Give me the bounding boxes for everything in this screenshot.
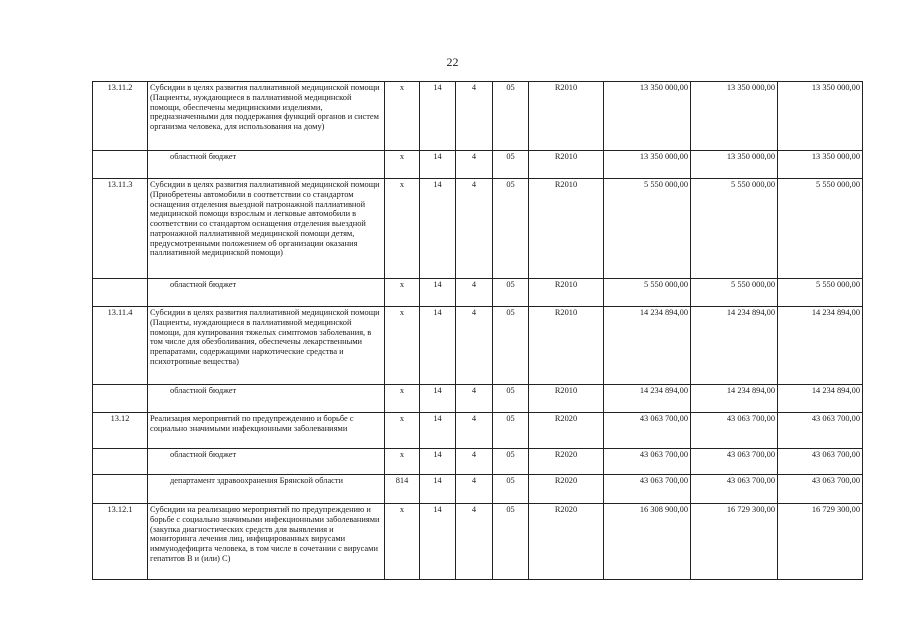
amount-3: 43 063 700,00 xyxy=(778,449,863,475)
row-name: департамент здравоохранения Брянской области xyxy=(148,475,385,504)
vr-cell: 05 xyxy=(493,151,529,179)
vr-cell: 05 xyxy=(493,82,529,151)
amount-2: 14 234 894,00 xyxy=(691,385,778,413)
row-name: областной бюджет xyxy=(148,279,385,307)
rz-cell: 14 xyxy=(420,151,456,179)
row-code: 13.12 xyxy=(93,413,148,449)
amount-3: 14 234 894,00 xyxy=(778,307,863,385)
csr-cell: R2020 xyxy=(529,413,604,449)
amount-2: 13 350 000,00 xyxy=(691,151,778,179)
rz-cell: 14 xyxy=(420,413,456,449)
pr-cell: 4 xyxy=(456,385,493,413)
grbs-cell: х xyxy=(385,413,420,449)
amount-1: 14 234 894,00 xyxy=(604,307,691,385)
rz-cell: 14 xyxy=(420,475,456,504)
amount-1: 14 234 894,00 xyxy=(604,385,691,413)
pr-cell: 4 xyxy=(456,307,493,385)
table-row xyxy=(93,151,863,179)
table-row xyxy=(93,82,863,151)
page-number: 22 xyxy=(446,55,459,69)
amount-3: 5 550 000,00 xyxy=(778,179,863,279)
pr-cell: 4 xyxy=(456,449,493,475)
grbs-cell: х xyxy=(385,449,420,475)
csr-cell: R2020 xyxy=(529,449,604,475)
row-code: 13.11.4 xyxy=(93,307,148,385)
amount-2: 5 550 000,00 xyxy=(691,179,778,279)
table-row xyxy=(93,449,863,475)
pr-cell: 4 xyxy=(456,504,493,580)
row-name: областной бюджет xyxy=(148,449,385,475)
pr-cell: 4 xyxy=(456,475,493,504)
rz-cell: 14 xyxy=(420,385,456,413)
row-code: 13.11.3 xyxy=(93,179,148,279)
row-name: областной бюджет xyxy=(148,385,385,413)
vr-cell: 05 xyxy=(493,307,529,385)
vr-cell: 05 xyxy=(493,385,529,413)
pr-cell: 4 xyxy=(456,179,493,279)
amount-2: 43 063 700,00 xyxy=(691,413,778,449)
row-name: Реализация мероприятий по предупреждению и борьбе с социально значимыми инфекционными заболеваниями xyxy=(148,413,385,449)
grbs-cell: х xyxy=(385,279,420,307)
row-code: 13.11.2 xyxy=(93,82,148,151)
pr-cell: 4 xyxy=(456,151,493,179)
amount-3: 5 550 000,00 xyxy=(778,279,863,307)
amount-1: 43 063 700,00 xyxy=(604,475,691,504)
amount-1: 5 550 000,00 xyxy=(604,279,691,307)
amount-2: 14 234 894,00 xyxy=(691,307,778,385)
row-code xyxy=(93,151,148,179)
table-row xyxy=(93,413,863,449)
rz-cell: 14 xyxy=(420,504,456,580)
row-name: Субсидии на реализацию мероприятий по предупреждению и борьбе с социально значимыми инфекционными заболеваниями (закупка диагностических средств для выявления и мониторинга лечения лиц, инфицированных вирусами иммунодефицита человека, в том числе в сочетании с вирусами гепатитов В и (или) С) xyxy=(148,504,385,580)
csr-cell: R2010 xyxy=(529,82,604,151)
amount-2: 43 063 700,00 xyxy=(691,449,778,475)
vr-cell: 05 xyxy=(493,413,529,449)
amount-2: 43 063 700,00 xyxy=(691,475,778,504)
pr-cell: 4 xyxy=(456,413,493,449)
amount-2: 13 350 000,00 xyxy=(691,82,778,151)
vr-cell: 05 xyxy=(493,504,529,580)
amount-1: 13 350 000,00 xyxy=(604,151,691,179)
table-row xyxy=(93,307,863,385)
csr-cell: R2020 xyxy=(529,475,604,504)
grbs-cell: х xyxy=(385,504,420,580)
pr-cell: 4 xyxy=(456,279,493,307)
pr-cell: 4 xyxy=(456,82,493,151)
amount-1: 5 550 000,00 xyxy=(604,179,691,279)
amount-2: 16 729 300,00 xyxy=(691,504,778,580)
amount-1: 43 063 700,00 xyxy=(604,449,691,475)
table-row xyxy=(93,475,863,504)
rz-cell: 14 xyxy=(420,179,456,279)
vr-cell: 05 xyxy=(493,449,529,475)
rz-cell: 14 xyxy=(420,279,456,307)
row-code xyxy=(93,475,148,504)
vr-cell: 05 xyxy=(493,279,529,307)
amount-3: 16 729 300,00 xyxy=(778,504,863,580)
csr-cell: R2010 xyxy=(529,179,604,279)
budget-table xyxy=(92,81,863,580)
row-name: областной бюджет xyxy=(148,151,385,179)
amount-3: 13 350 000,00 xyxy=(778,82,863,151)
amount-1: 13 350 000,00 xyxy=(604,82,691,151)
grbs-cell: х xyxy=(385,82,420,151)
table-row xyxy=(93,504,863,580)
csr-cell: R2010 xyxy=(529,279,604,307)
row-name: Субсидии в целях развития паллиативной медицинской помощи (Приобретены автомобили в соответствии со стандартом оснащения отделения выездной патронажной паллиативной медицинской помощи взрослым и легковые автомобили в соответствии со стандартом оснащения отделения выездной патронажной паллиативной медицинской помощи детям, предусмотренными положением об организации оказания паллиативной медицинской помощи) xyxy=(148,179,385,279)
grbs-cell: х xyxy=(385,385,420,413)
amount-3: 43 063 700,00 xyxy=(778,475,863,504)
table-row xyxy=(93,279,863,307)
row-code xyxy=(93,449,148,475)
row-name: Субсидии в целях развития паллиативной медицинской помощи (Пациенты, нуждающиеся в паллиативной медицинской помощи, для купирования тяжелых симптомов заболевания, в том числе для обезболивания, обеспечены лекарственными препаратами, содержащими наркотические средства и психотропные вещества) xyxy=(148,307,385,385)
row-code: 13.12.1 xyxy=(93,504,148,580)
csr-cell: R2010 xyxy=(529,151,604,179)
grbs-cell: х xyxy=(385,151,420,179)
csr-cell: R2020 xyxy=(529,504,604,580)
row-code xyxy=(93,385,148,413)
rz-cell: 14 xyxy=(420,449,456,475)
amount-3: 14 234 894,00 xyxy=(778,385,863,413)
csr-cell: R2010 xyxy=(529,307,604,385)
amount-1: 16 308 900,00 xyxy=(604,504,691,580)
row-code xyxy=(93,279,148,307)
grbs-cell: 814 xyxy=(385,475,420,504)
table-row xyxy=(93,179,863,279)
rz-cell: 14 xyxy=(420,82,456,151)
rz-cell: 14 xyxy=(420,307,456,385)
amount-3: 13 350 000,00 xyxy=(778,151,863,179)
csr-cell: R2010 xyxy=(529,385,604,413)
row-name: Субсидии в целях развития паллиативной медицинской помощи (Пациенты, нуждающиеся в паллиативной медицинской помощи, обеспечены медицинскими изделиями, предназначенными для поддержания функций органов и систем организма человека, для использования на дому) xyxy=(148,82,385,151)
vr-cell: 05 xyxy=(493,179,529,279)
amount-1: 43 063 700,00 xyxy=(604,413,691,449)
amount-3: 43 063 700,00 xyxy=(778,413,863,449)
table-row xyxy=(93,385,863,413)
grbs-cell: х xyxy=(385,307,420,385)
vr-cell: 05 xyxy=(493,475,529,504)
amount-2: 5 550 000,00 xyxy=(691,279,778,307)
grbs-cell: х xyxy=(385,179,420,279)
